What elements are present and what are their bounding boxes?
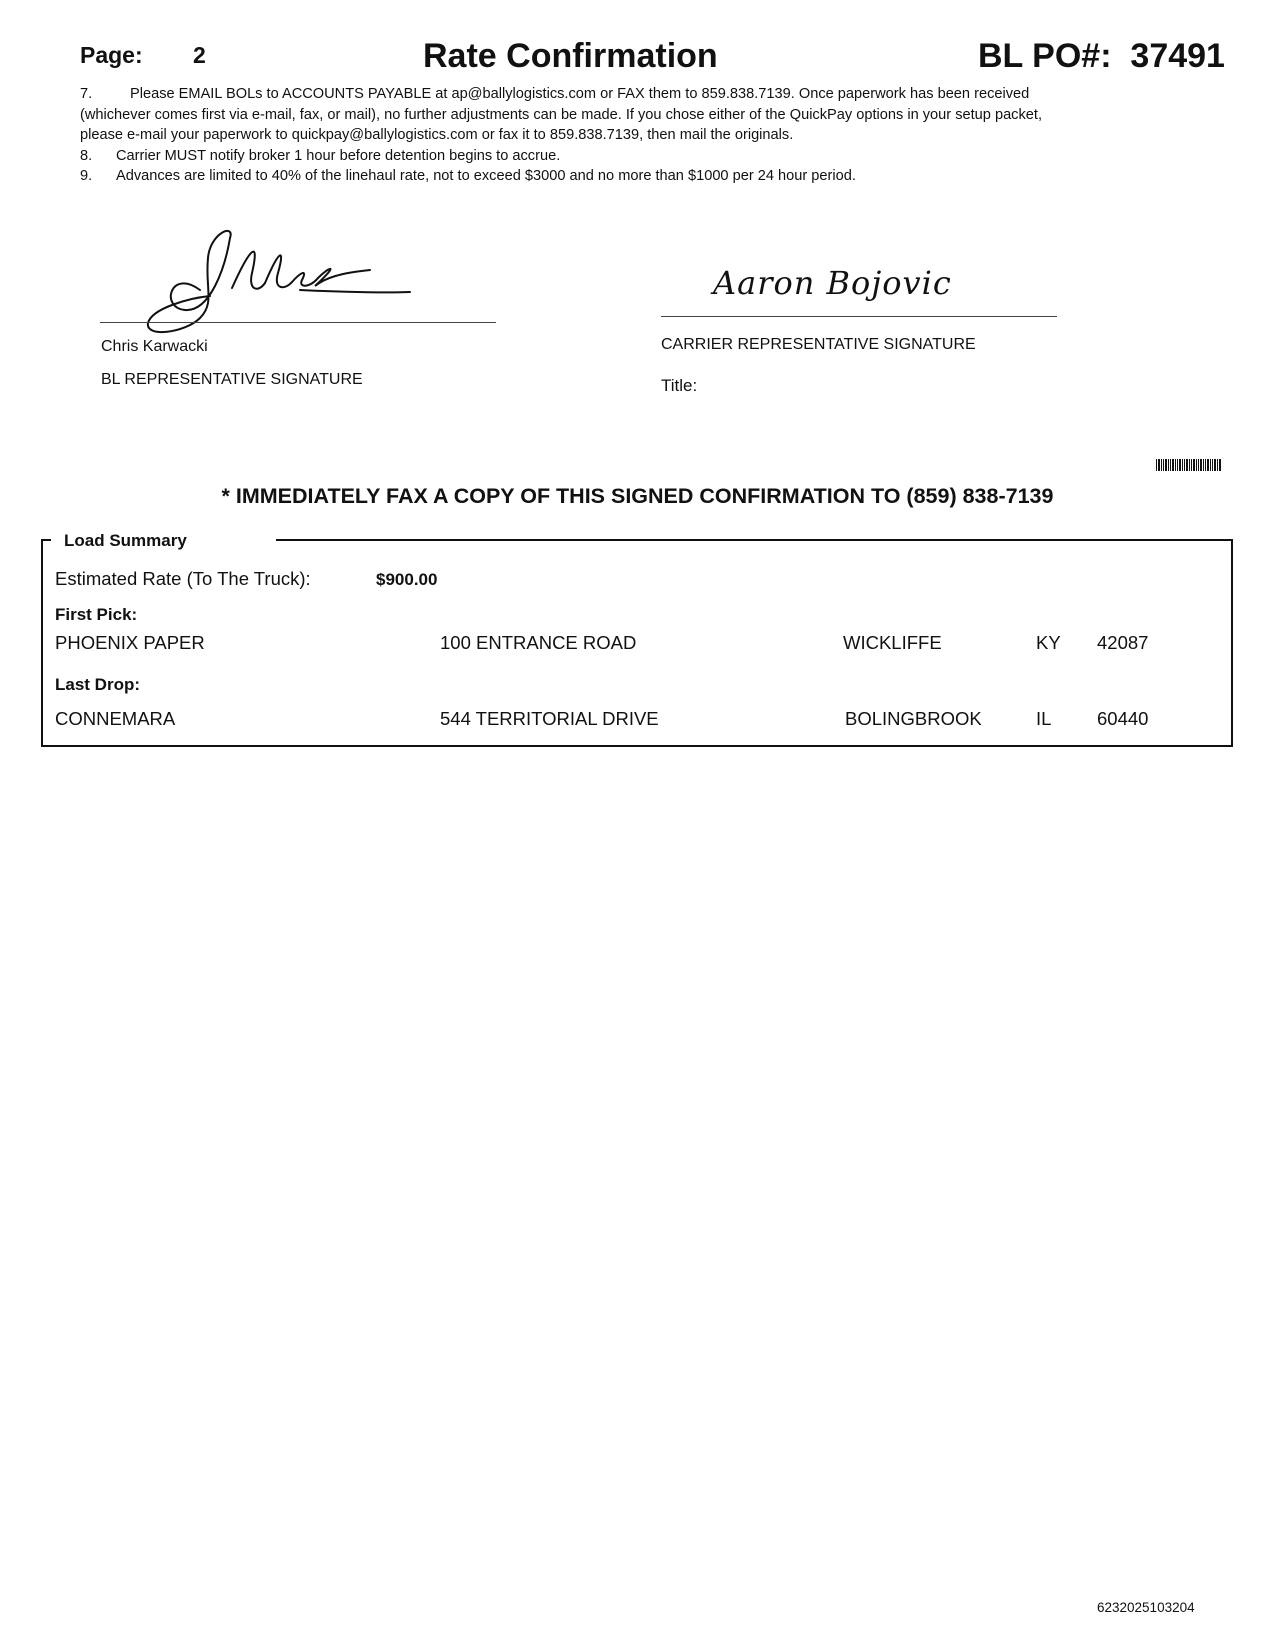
first-pick-address: 100 ENTRANCE ROAD: [440, 632, 637, 653]
carrier-title-label: Title:: [661, 376, 698, 395]
carrier-handwritten-signature: Aaron Bojovic: [713, 264, 952, 302]
term-text: Please EMAIL BOLs to ACCOUNTS PAYABLE at ap@ballylogistics.com or FAX them to 859.838.7139. Once paperwork has been received (whichever comes first via e-mail, fax, or mail), no further adjustments can be made. If you chose either of the QuickPay options in your setup packet, please e-mail your paperwork to quickpay@ballylogistics.com or fax it to 859.838.7139, then mail the originals.: [80, 86, 1043, 143]
term-number: 8.: [80, 147, 93, 164]
fax-notice: * IMMEDIATELY FAX A COPY OF THIS SIGNED CONFIRMATION TO (859) 838-7139: [221, 484, 1054, 508]
po-label: BL PO#:: [978, 37, 1112, 75]
terms-list: [80, 84, 1080, 187]
first-pick-name: PHOENIX PAPER: [55, 632, 205, 653]
bl-handwritten-signature: [140, 228, 440, 346]
first-pick-label: First Pick:: [55, 605, 138, 624]
term-number: 9.: [80, 168, 93, 184]
term-text: Advances are limited to 40% of the linehaul rate, not to exceed $3000 and no more than $1000 per 24 hour period.: [116, 168, 856, 184]
last-drop-state: IL: [1036, 708, 1052, 729]
bl-representative-name: Chris Karwacki: [101, 338, 208, 355]
last-drop-label: Last Drop:: [55, 675, 140, 694]
term-item: [80, 166, 1080, 187]
term-item: [80, 84, 1080, 146]
first-pick-zip: 42087: [1097, 632, 1149, 653]
bl-signature-label: BL REPRESENTATIVE SIGNATURE: [101, 371, 363, 388]
term-number: 7.: [80, 86, 93, 102]
term-item: [80, 146, 1080, 167]
last-drop-city: BOLINGBROOK: [845, 708, 982, 729]
document-id-footer: 6232025103204: [1097, 1600, 1195, 1615]
carrier-signature-label: CARRIER REPRESENTATIVE SIGNATURE: [661, 336, 976, 353]
po-number: 37491: [1130, 37, 1225, 75]
load-summary-border-left: [41, 539, 51, 541]
page-label: Page:: [80, 42, 143, 68]
estimated-rate-label: Estimated Rate (To The Truck):: [55, 568, 311, 589]
bl-signature-line: [100, 322, 496, 323]
load-summary-heading: Load Summary: [64, 531, 187, 550]
po-number-heading: [978, 37, 1225, 76]
first-pick-state: KY: [1036, 632, 1061, 653]
last-drop-address: 544 TERRITORIAL DRIVE: [440, 708, 659, 729]
term-text: Carrier MUST notify broker 1 hour before detention begins to accrue.: [116, 147, 561, 164]
load-summary-border-right: [276, 539, 1233, 541]
page-number: 2: [193, 42, 206, 68]
last-drop-zip: 60440: [1097, 708, 1149, 729]
first-pick-city: WICKLIFFE: [843, 632, 942, 653]
carrier-signature-line: [661, 316, 1057, 317]
barcode-icon: [1156, 459, 1222, 471]
estimated-rate-value: $900.00: [376, 570, 438, 589]
document-title: Rate Confirmation: [423, 37, 718, 75]
last-drop-name: CONNEMARA: [55, 708, 176, 729]
